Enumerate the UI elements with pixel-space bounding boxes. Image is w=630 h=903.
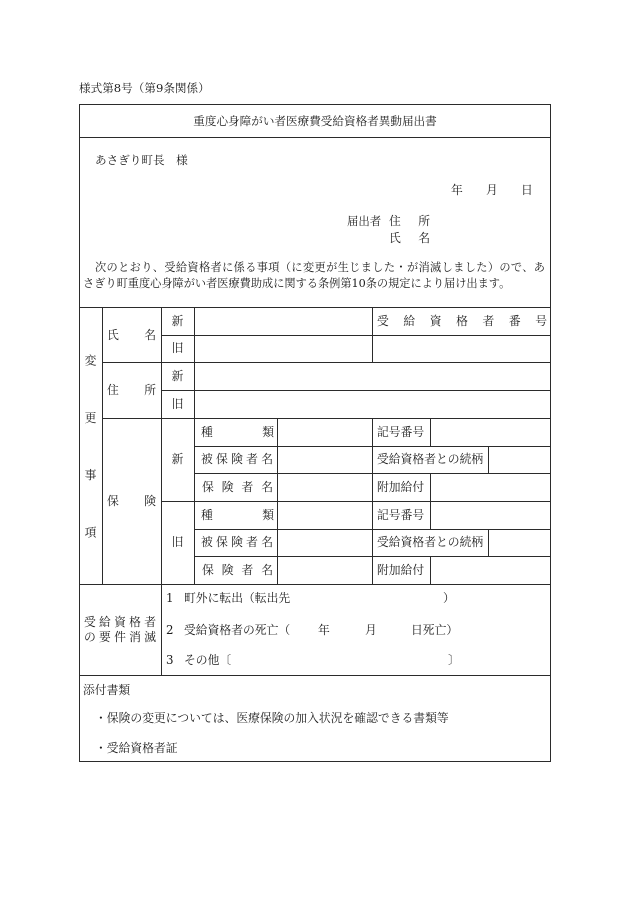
new-insurer-label: 保険者名	[202, 480, 273, 494]
attachment-item: ・受給資格者証	[95, 741, 178, 755]
termination-item-3-number: 3	[166, 653, 174, 667]
address-label: 住所	[107, 383, 156, 397]
new-insurance-type-label: 種類	[201, 425, 274, 439]
name-label: 氏名	[107, 328, 156, 342]
termination-label-line-1: 受給資格者	[84, 615, 156, 629]
old-insured-person-label: 被保険者名	[201, 535, 273, 549]
new-insured-person-label: 被保険者名	[201, 452, 273, 466]
applicant-name-label: 氏名	[389, 231, 430, 245]
date-month-label: 月	[486, 183, 498, 197]
old-insurance-type-label: 種類	[201, 508, 274, 522]
old-supplementary-benefit-label: 附加給付	[377, 563, 425, 577]
name-old-label: 旧	[171, 341, 184, 355]
applicant-label: 届出者	[347, 214, 382, 228]
old-symbol-number-label: 記号番号	[377, 508, 425, 522]
old-relationship-label: 受給資格者との続柄	[377, 535, 484, 549]
termination-item-1-close: ）	[443, 591, 455, 605]
termination-item-2-number: 2	[166, 623, 174, 637]
termination-item-1-number: 1	[166, 591, 174, 605]
insurance-old-label: 旧	[171, 535, 184, 549]
name-new-label: 新	[171, 314, 184, 328]
address-old-label: 旧	[171, 397, 184, 411]
insurance-label: 保険	[107, 494, 156, 508]
recipient-number-label: 受給資格者番号	[377, 314, 547, 328]
new-supplementary-benefit-label: 附加給付	[377, 480, 425, 494]
table-outer-border	[80, 105, 551, 762]
date-day-label: 日	[521, 183, 533, 197]
address-new-label: 新	[171, 369, 184, 383]
change-items-label: 変更事項	[83, 354, 97, 538]
termination-item-1-text: 町外に転出（転出先	[184, 591, 291, 605]
date-year-label: 年	[451, 183, 463, 197]
statement-line-2: さぎり町重度心身障がい者医療費助成に関する条例第10条の規定により届け出ます。	[83, 277, 511, 290]
termination-item-2-month: 月	[365, 623, 377, 637]
termination-label-line-2: の要件消滅	[84, 630, 156, 644]
termination-item-2-close: 日死亡）	[411, 623, 459, 637]
new-relationship-label: 受給資格者との続柄	[377, 452, 484, 466]
insurance-new-label: 新	[171, 452, 184, 466]
termination-item-2-year: 年	[318, 623, 330, 637]
statement-line-1: 次のとおり、受給資格者に係る事項（に変更が生じました・が消滅しました）ので、あ	[95, 261, 545, 274]
attachment-item: ・保険の変更については、医療保険の加入状況を確認できる書類等	[95, 711, 449, 725]
termination-item-3-close: 〕	[448, 653, 460, 667]
old-insurer-label: 保険者名	[202, 563, 273, 577]
attachments-heading: 添付書類	[83, 683, 131, 697]
addressee: あさぎり町長 様	[95, 153, 188, 167]
form-number: 様式第8号（第9条関係）	[79, 81, 210, 95]
applicant-address-label: 住所	[389, 214, 430, 228]
form-title: 重度心身障がい者医療費受給資格者異動届出書	[193, 114, 437, 128]
termination-item-3-text: その他〔	[184, 653, 232, 667]
termination-item-2-text: 受給資格者の死亡（	[184, 623, 291, 637]
new-symbol-number-label: 記号番号	[377, 425, 425, 439]
